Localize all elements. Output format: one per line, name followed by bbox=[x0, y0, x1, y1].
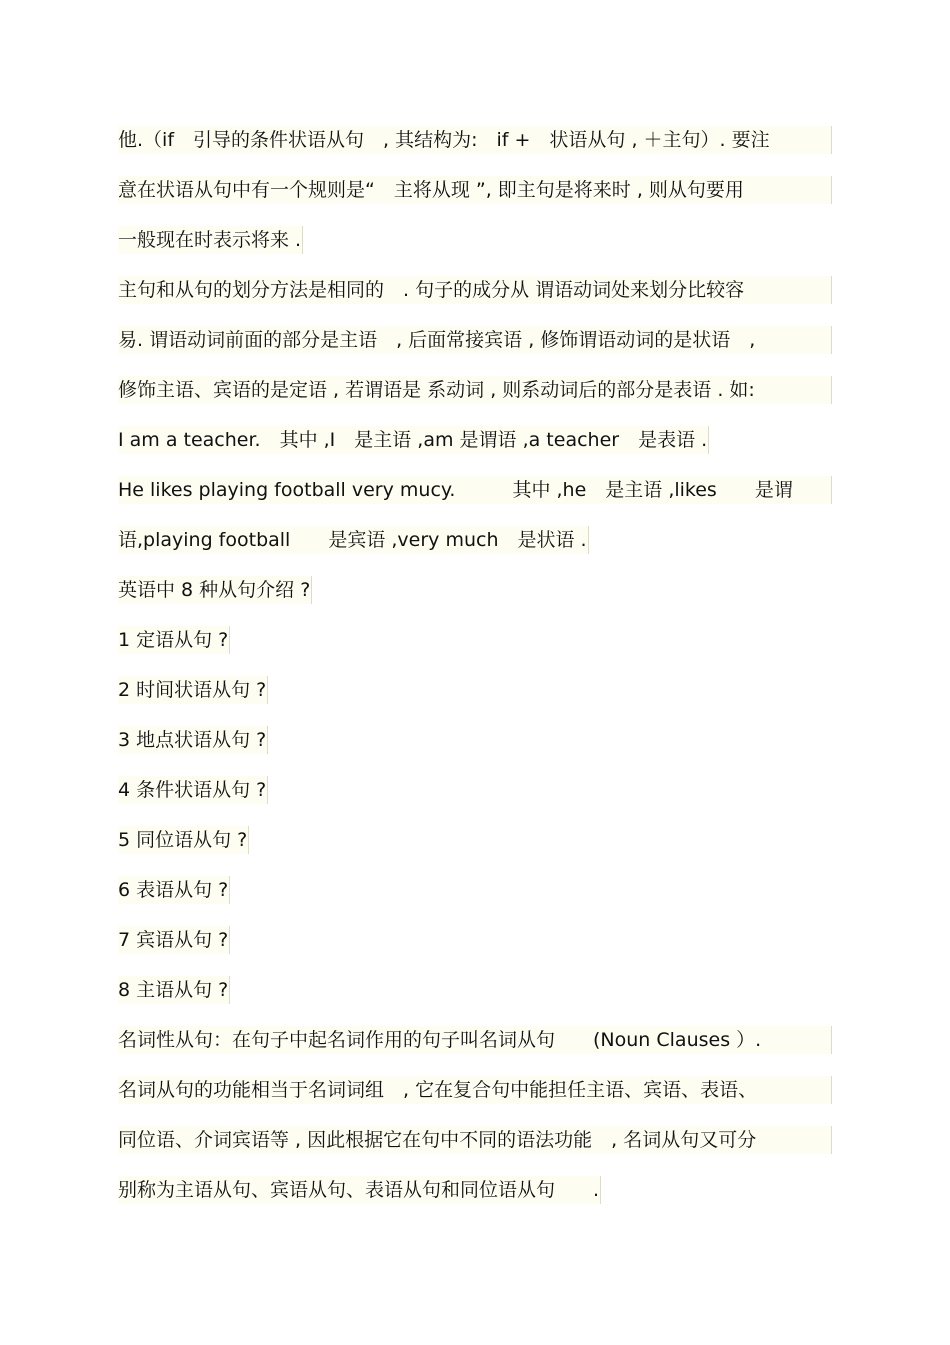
text-line-21: 同位语、介词宾语等 , 因此根据它在句中不同的语法功能 , 名词从句又可分 bbox=[118, 1126, 832, 1154]
text-line-20: 名词从句的功能相当于名词词组 , 它在复合句中能担任主语、宾语、表语、 bbox=[118, 1076, 832, 1104]
text-line-4: 主句和从句的划分方法是相同的 . 句子的成分从 谓语动词处来划分比较容 bbox=[118, 276, 832, 304]
text-line-3: 一般现在时表示将来 . bbox=[118, 226, 303, 254]
list-item: 6 表语从句 ? bbox=[118, 876, 230, 904]
text-line-1: 他.（if 引导的条件状语从句 , 其结构为: if + 状语从句 , ＋主句）. 要注 bbox=[118, 126, 832, 154]
section-heading: 英语中 8 种从句介绍 ? bbox=[118, 576, 312, 604]
list-item: 2 时间状语从句 ? bbox=[118, 676, 268, 704]
list-item: 5 同位语从句 ? bbox=[118, 826, 249, 854]
list-item: 7 宾语从句 ? bbox=[118, 926, 230, 954]
text-line-22: 别称为主语从句、宾语从句、表语从句和同位语从句 . bbox=[118, 1176, 601, 1204]
list-item: 4 条件状语从句 ? bbox=[118, 776, 268, 804]
text-line-8: He likes playing football very mucy. 其中 ,he 是主语 ,likes 是谓 bbox=[118, 476, 832, 504]
text-line-9: 语,playing football 是宾语 ,very much 是状语 . bbox=[118, 526, 589, 554]
list-item: 1 定语从句 ? bbox=[118, 626, 230, 654]
text-line-2: 意在状语从句中有一个规则是“ 主将从现 ”, 即主句是将来时 , 则从句要用 bbox=[118, 176, 832, 204]
list-item: 8 主语从句 ? bbox=[118, 976, 230, 1004]
list-item: 3 地点状语从句 ? bbox=[118, 726, 268, 754]
text-line-19: 名词性从句：在句子中起名词作用的句子叫名词从句 (Noun Clauses ）. bbox=[118, 1026, 832, 1054]
text-line-6: 修饰主语、宾语的是定语 , 若谓语是 系动词 , 则系动词后的部分是表语 . 如: bbox=[118, 376, 832, 404]
text-line-7: I am a teacher. 其中 ,I 是主语 ,am 是谓语 ,a teacher 是表语 . bbox=[118, 426, 709, 454]
text-line-5: 易. 谓语动词前面的部分是主语 , 后面常接宾语 , 修饰谓语动词的是状语 , bbox=[118, 326, 832, 354]
